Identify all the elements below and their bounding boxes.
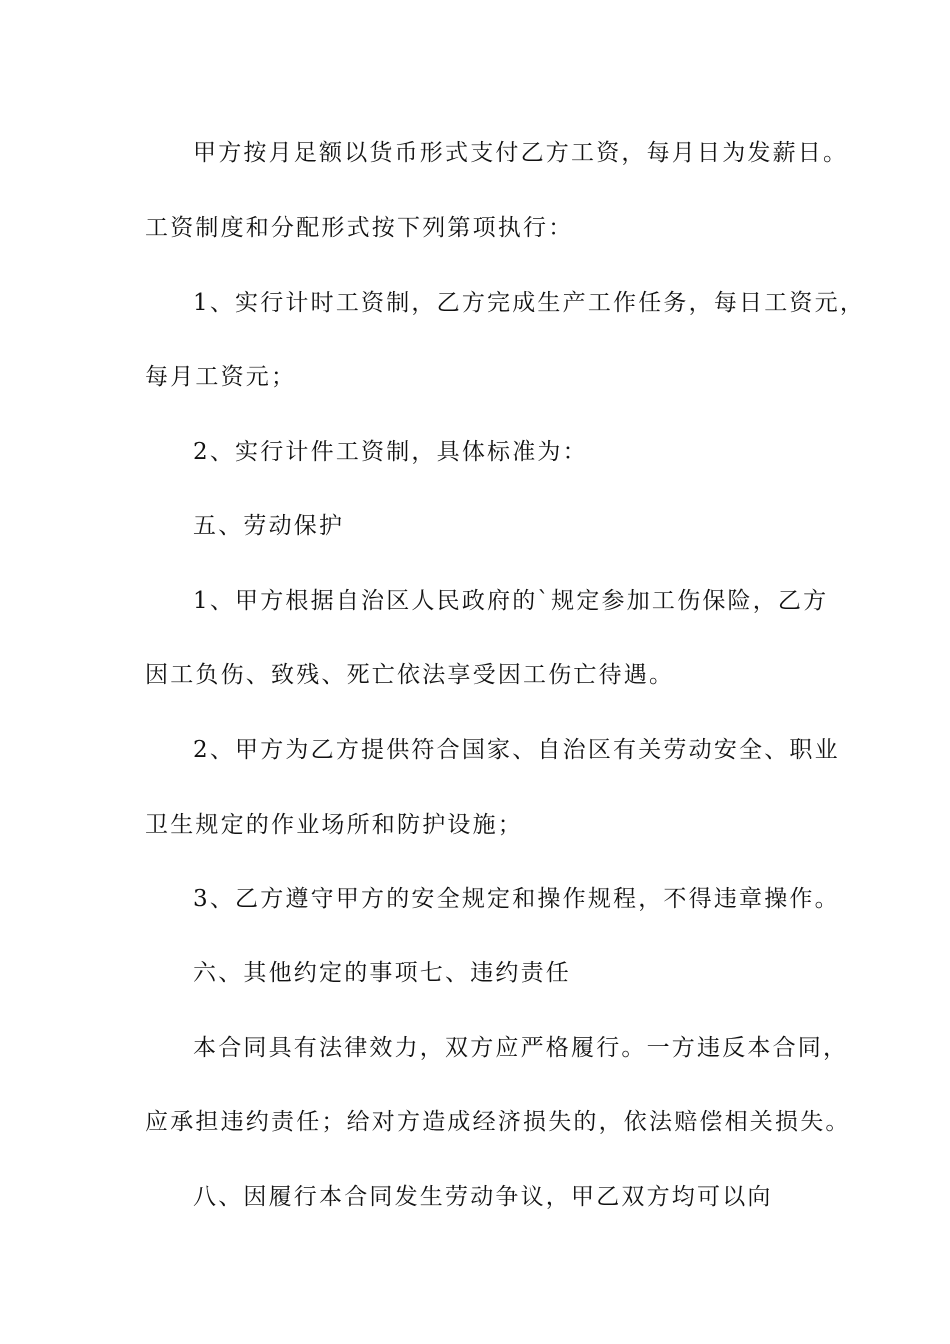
paragraph-line-7: 1、甲方根据自治区人民政府的`规定参加工伤保险，乙方 (193, 588, 829, 614)
paragraph-line-8: 因工负伤、致残、死亡依法享受因工伤亡待遇。 (145, 662, 675, 688)
paragraph-line-1: 甲方按月足额以货币形式支付乙方工资，每月日为发薪日。 (193, 140, 849, 166)
section-heading-other-matters: 六、其他约定的事项七、违约责任 (193, 960, 571, 986)
paragraph-line-13: 本合同具有法律效力，双方应严格履行。一方违反本合同， (193, 1035, 849, 1061)
paragraph-line-11: 3、乙方遵守甲方的安全规定和操作规程，不得违章操作。 (193, 886, 840, 912)
paragraph-line-2: 工资制度和分配形式按下列第项执行： (145, 215, 574, 241)
paragraph-line-9: 2、甲方为乙方提供符合国家、自治区有关劳动安全、职业 (193, 737, 840, 763)
paragraph-line-15: 八、因履行本合同发生劳动争议，甲乙双方均可以向 (193, 1184, 773, 1210)
paragraph-line-5: 2、实行计件工资制，具体标准为： (193, 439, 588, 465)
paragraph-line-14: 应承担违约责任；给对方造成经济损失的，依法赔偿相关损失。 (145, 1109, 851, 1135)
paragraph-line-3: 1、实行计时工资制，乙方完成生产工作任务，每日工资元， (193, 290, 866, 316)
section-heading-labor-protection: 五、劳动保护 (193, 513, 345, 539)
paragraph-line-4: 每月工资元； (145, 364, 297, 390)
paragraph-line-10: 卫生规定的作业场所和防护设施； (145, 812, 523, 838)
